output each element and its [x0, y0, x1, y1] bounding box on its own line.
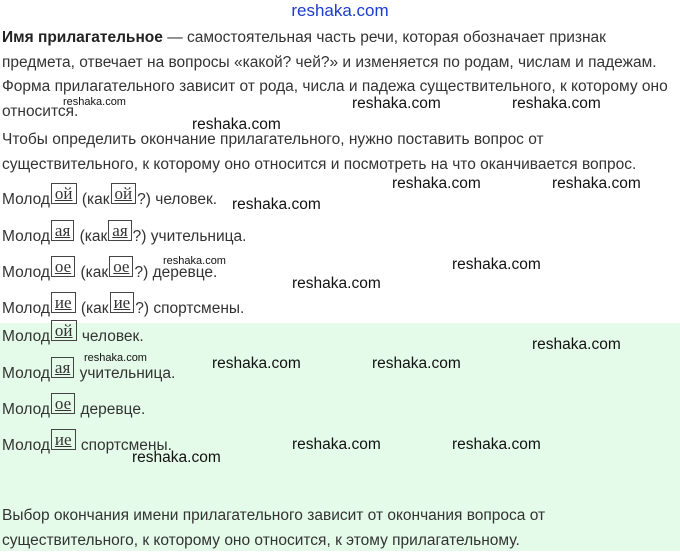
question-prefix: (как [81, 191, 110, 208]
answer-ending-box: ое [51, 393, 75, 414]
answer-line [2, 394, 146, 422]
definition-text: — самостоятельная часть речи, которая обозначает признак предмета, отвечает на вопросы «какой? чей?» и изменяется по родам, числам и падежам. Форма прилагательного зависит от рода, числа и падежа существительного, к которому оно относится. [2, 29, 668, 120]
example-stem: Молод [2, 300, 50, 317]
site-header-link[interactable]: reshaka.com [291, 1, 389, 20]
watermark: reshaka.com [392, 175, 481, 192]
question-ending-box: ая [108, 220, 131, 241]
example-noun: спортсмены. [153, 300, 245, 317]
answer-line [2, 321, 144, 349]
example-stem: Молод [2, 228, 50, 245]
watermark: reshaka.com [63, 96, 126, 108]
term-bold: Имя прилагательное [2, 29, 163, 46]
question-prefix: (как [79, 228, 108, 245]
watermark: reshaka.com [292, 436, 381, 453]
answer-stem: Молод [2, 365, 50, 382]
watermark: reshaka.com [292, 275, 381, 292]
watermark: reshaka.com [163, 255, 226, 267]
example-line [2, 221, 247, 249]
example-noun: человек. [155, 191, 218, 208]
watermark: reshaka.com [452, 436, 541, 453]
example-stem: Молод [2, 191, 50, 208]
watermark: reshaka.com [452, 256, 541, 273]
ending-box: ое [51, 256, 75, 277]
question-suffix: ?) [134, 264, 149, 281]
answer-stem: Молод [2, 437, 50, 454]
watermark: reshaka.com [84, 352, 147, 364]
answer-noun: учительница. [79, 365, 176, 382]
question-ending-box: ой [111, 183, 137, 204]
watermark: reshaka.com [372, 355, 461, 372]
watermark: reshaka.com [512, 95, 601, 112]
answer-noun: деревце. [80, 401, 146, 418]
answer-stem: Молод [2, 401, 50, 418]
question-prefix: (как [80, 300, 109, 317]
watermark: reshaka.com [192, 116, 281, 133]
question-ending-box: ие [110, 292, 135, 313]
ending-box: ой [51, 183, 77, 204]
watermark: reshaka.com [552, 175, 641, 192]
watermark: reshaka.com [532, 336, 621, 353]
watermark: reshaka.com [232, 196, 321, 213]
example-noun: деревце. [152, 264, 218, 281]
example-line [2, 184, 218, 212]
answer-stem: Молод [2, 328, 50, 345]
ending-box: ая [51, 220, 74, 241]
watermark: reshaka.com [352, 95, 441, 112]
example-line [2, 293, 245, 321]
question-prefix: (как [80, 264, 109, 281]
watermark: reshaka.com [132, 449, 221, 466]
question-suffix: ?) [135, 300, 150, 317]
conclusion-text: Выбор окончания имени прилагательного зависит от окончания вопроса от существительного, к которому оно относится, к этому прилагательному. [2, 507, 546, 549]
answer-ending-box: ая [51, 357, 74, 378]
answer-noun: спортсмены. [80, 437, 172, 454]
question-suffix: ?) [132, 228, 147, 245]
answer-ending-box: ие [51, 429, 76, 450]
answer-ending-box: ой [51, 320, 77, 341]
ending-box: ие [51, 292, 76, 313]
question-ending-box: ое [109, 256, 133, 277]
example-stem: Молод [2, 264, 50, 281]
watermark: reshaka.com [212, 355, 301, 372]
answer-noun: человек. [81, 328, 144, 345]
theory-method: Чтобы определить окончание прилагательного, нужно поставить вопрос от существительного, к которому оно относится и посмотреть на что оканчивается вопрос. [2, 131, 637, 173]
example-noun: учительница. [150, 228, 247, 245]
question-suffix: ?) [137, 191, 151, 208]
